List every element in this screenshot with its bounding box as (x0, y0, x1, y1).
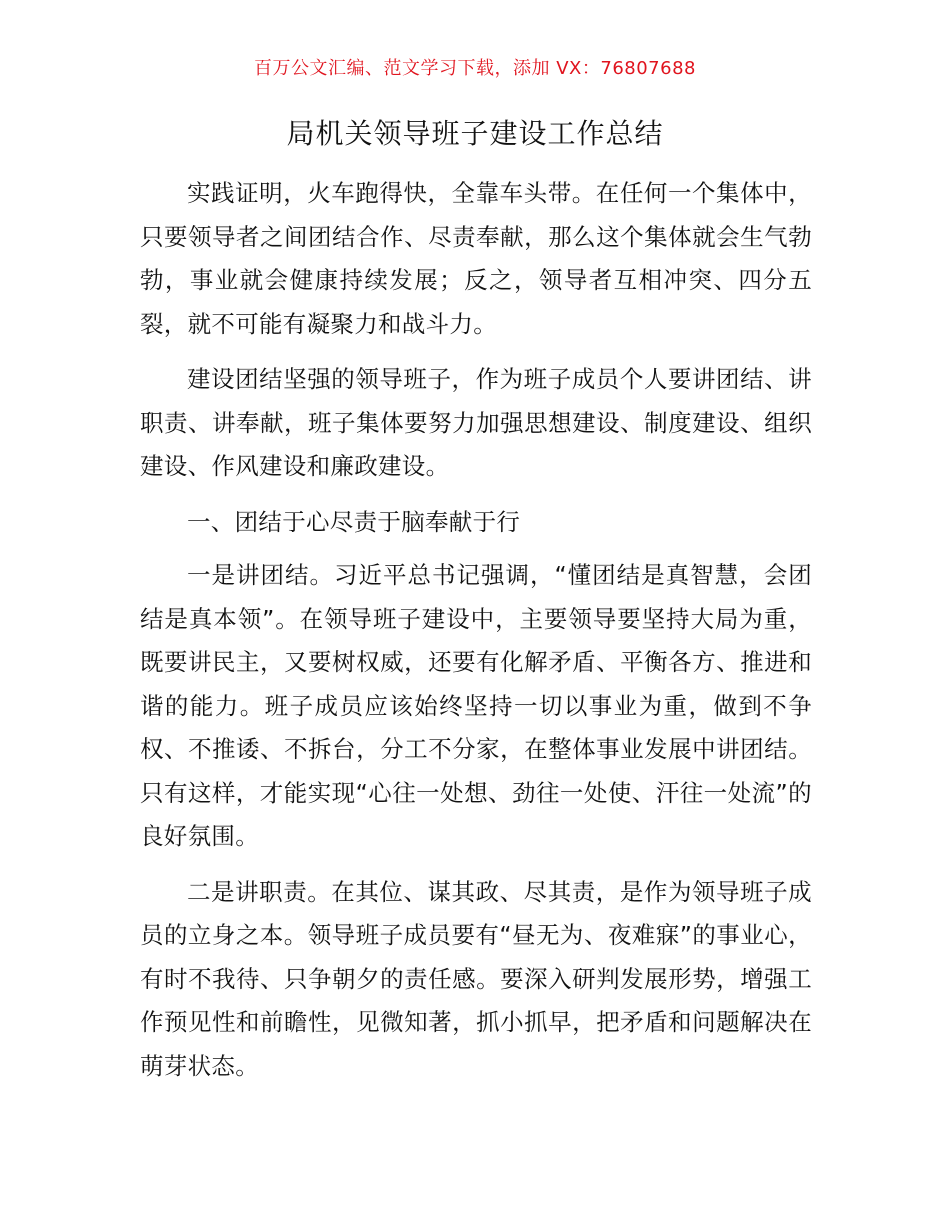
paragraph-summary: 建设团结坚强的领导班子，作为班子成员个人要讲团结、讲职责、讲奉献，班子集体要努力加强思想建设、制度建设、组织建设、作风建设和廉政建设。 (140, 365, 812, 480)
paragraph-unity: 一是讲团结。习近平总书记强调，“懂团结是真智慧，会团结是真本领”。在领导班子建设中，主要领导要坚持大局为重，既要讲民主，又要树权威，还要有化解矛盾、平衡各方、推进和谐的能力。班子成员应该始终坚持一切以事业为重，做到不争权、不推诿、不拆台，分工不分家，在整体事业发展中讲团结。只有这样，才能实现“心往一处想、劲往一处使、汗往一处流”的良好氛围。 (140, 561, 812, 850)
header-watermark: 百万公文汇编、范文学习下载，添加 VX：76807688 (254, 58, 696, 79)
document-title: 局机关领导班子建设工作总结 (286, 117, 664, 150)
section-heading-1: 一、团结于心尽责于脑奉献于行 (187, 507, 521, 536)
paragraph-intro: 实践证明，火车跑得快，全靠车头带。在任何一个集体中，只要领导者之间团结合作、尽责奉献，那么这个集体就会生气勃勃，事业就会健康持续发展；反之，领导者互相冲突、四分五裂，就不可能有凝聚力和战斗力。 (140, 179, 812, 338)
document-body (140, 172, 812, 1100)
paragraph-duty: 二是讲职责。在其位、谋其政、尽其责，是作为领导班子成员的立身之本。领导班子成员要有“昼无为、夜难寐”的事业心，有时不我待、只争朝夕的责任感。要深入研判发展形势，增强工作预见性和前瞻性，见微知著，抓小抓早，把矛盾和问题解决在萌芽状态。 (140, 877, 812, 1080)
